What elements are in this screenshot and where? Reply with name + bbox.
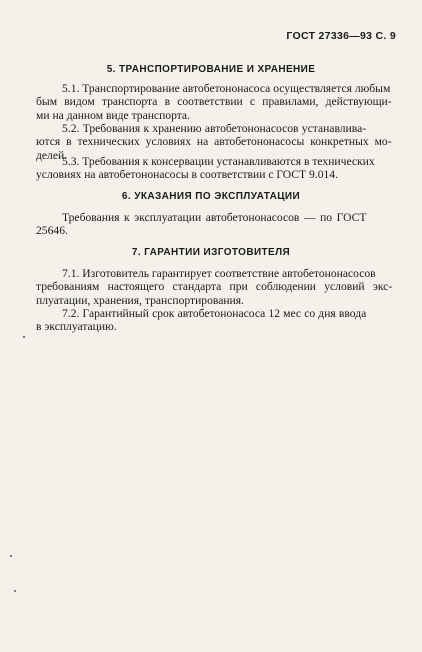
paragraph-line: требованиям настоящего стандарта при соблюдении условий экс- — [36, 280, 393, 294]
paragraph-5-3 — [36, 155, 392, 182]
scan-speck — [10, 555, 12, 557]
paragraph-line: ми на данном виде транспорта. — [36, 108, 190, 122]
paragraph-6 — [36, 211, 392, 238]
section-title-6: 6. УКАЗАНИЯ ПО ЭКСПЛУАТАЦИИ — [121, 191, 301, 202]
paragraph-5-1 — [36, 82, 392, 122]
paragraph-line: Требования к эксплуатации автобетононасосов — по ГОСТ — [62, 211, 367, 224]
paragraph-line: делей. — [36, 148, 68, 162]
paragraph-line: ются в технических условиях на автобетононасосы конкретных мо- — [36, 135, 392, 149]
paragraph-line: условиях на автобетононасосы в соответствии с ГОСТ 9.014. — [36, 168, 338, 182]
paragraph-7-1 — [36, 267, 392, 307]
paragraph-line: 5.1. Транспортирование автобетононасоса осуществляется любым — [62, 82, 391, 95]
paragraph-line: 5.2. Требования к хранению автобетононасосов устанавлива- — [62, 122, 367, 135]
paragraph-line: 7.1. Изготовитель гарантирует соответствие автобетононасосов — [62, 267, 376, 280]
section-title-5: 5. ТРАНСПОРТИРОВАНИЕ И ХРАНЕНИЕ — [106, 64, 316, 75]
paragraph-line: в эксплуатацию. — [36, 320, 117, 334]
paragraph-line: 5.3. Требования к консервации устанавливаются в технических — [62, 155, 375, 168]
section-title-7: 7. ГАРАНТИИ ИЗГОТОВИТЕЛЯ — [131, 247, 291, 258]
scan-speck — [23, 336, 25, 338]
paragraph-line: бым видом транспорта в соответствии с правилами, действующи- — [36, 95, 392, 109]
paragraph-line: плуатации, хранения, транспортирования. — [36, 293, 244, 307]
paragraph-line: 7.2. Гарантийный срок автобетононасоса 12 мес со дня ввода — [62, 307, 367, 320]
page-header: ГОСТ 27336—93 С. 9 — [286, 30, 396, 42]
paragraph-7-2 — [36, 307, 392, 334]
scan-speck — [14, 590, 16, 592]
paragraph-line: 25646. — [36, 224, 68, 238]
